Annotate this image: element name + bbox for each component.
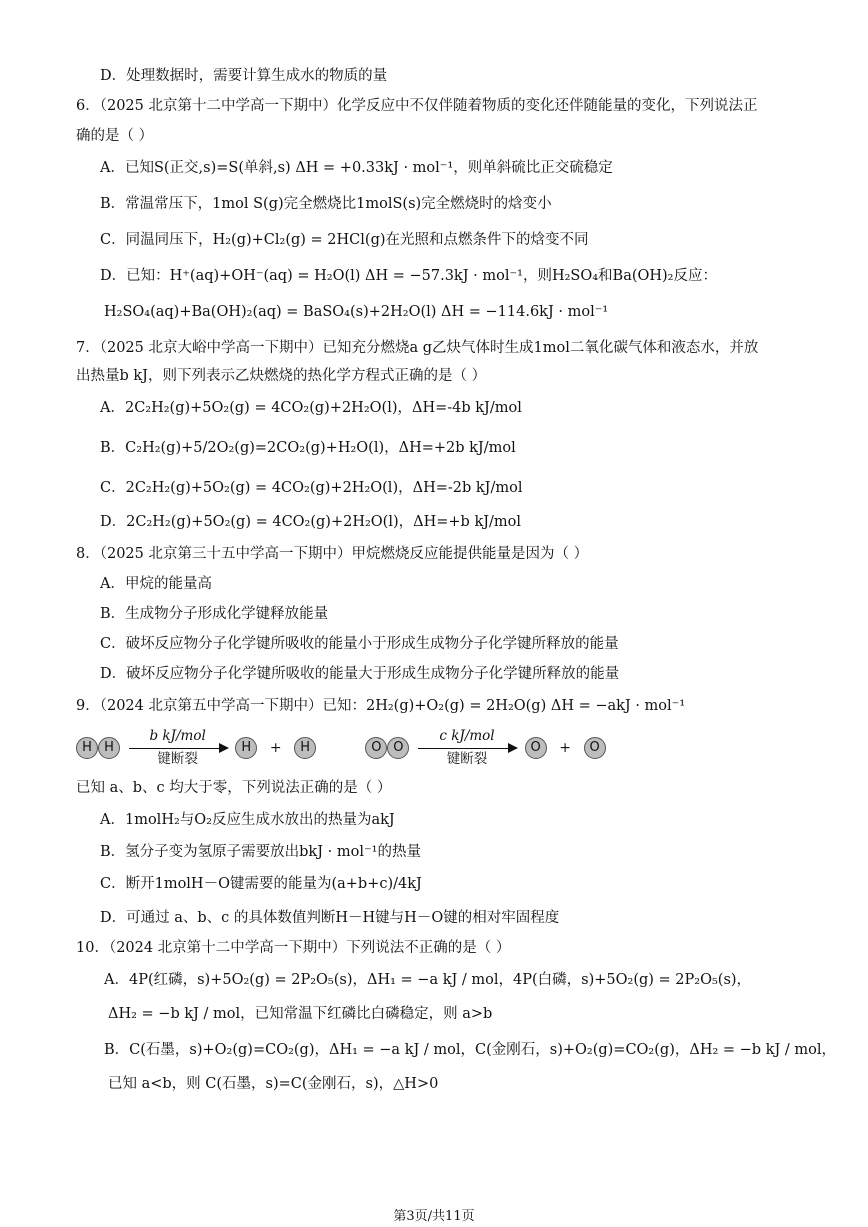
h-bond-break-arrow bbox=[127, 728, 229, 768]
q7-option-a: A．2C₂H₂(g)+5O₂(g) = 4CO₂(g)+2H₂O(l)，ΔH=-4b kJ/mol bbox=[100, 400, 522, 416]
q10-stem: 10．（2024 北京第十二中学高一下期中）下列说法不正确的是（ ） bbox=[76, 940, 511, 956]
q8-option-d: D．破坏反应物分子化学键所吸收的能量大于形成生成物分子化学键所释放的能量 bbox=[100, 666, 620, 682]
q8-option-b: B．生成物分子形成化学键释放能量 bbox=[100, 606, 329, 622]
bond-break-label: 键断裂 bbox=[157, 751, 198, 767]
q10-option-b-cont: 已知 a<b，则 C(石墨，s)=C(金刚石，s)，△H>0 bbox=[108, 1076, 439, 1092]
q9-stem: 9．（2024 北京第五中学高一下期中）已知：2H₂(g)+O₂(g) = 2H₂O(g) ΔH = −akJ · mol⁻¹ bbox=[76, 698, 686, 714]
q7-stem-cont: 出热量b kJ，则下列表示乙炔燃烧的热化学方程式正确的是（ ） bbox=[76, 368, 487, 384]
q8-option-c: C．破坏反应物分子化学键所吸收的能量小于形成生成物分子化学键所释放的能量 bbox=[100, 636, 619, 652]
q9-option-b: B．氢分子变为氢原子需要放出bkJ · mol⁻¹的热量 bbox=[100, 844, 421, 860]
q9-stem-cont: 已知 a、b、c 均大于零，下列说法正确的是（ ） bbox=[76, 780, 392, 796]
plus-sign: + bbox=[269, 740, 282, 756]
q8-stem: 8．（2025 北京第三十五中学高一下期中）甲烷燃烧反应能提供能量是因为（ ） bbox=[76, 546, 589, 562]
q5-option-d: D．处理数据时，需要计算生成水的物质的量 bbox=[100, 68, 388, 84]
bond-breaking-diagram bbox=[76, 728, 606, 770]
q6-option-a: A．已知S(正交,s)=S(单斜,s) ΔH = +0.33kJ · mol⁻¹，则单斜硫比正交硫稳定 bbox=[100, 160, 613, 176]
h-atom: H bbox=[235, 737, 257, 759]
q7-stem: 7．（2025 北京大峪中学高一下期中）已知充分燃烧a g乙炔气体时生成1mol二氧化碳气体和液态水，并放 bbox=[76, 340, 759, 356]
o-bond-energy: c kJ/mol bbox=[439, 728, 495, 744]
h-bond-energy: b kJ/mol bbox=[149, 728, 206, 744]
q9-option-c: C．断开1molH－O键需要的能量为(a+b+c)/4kJ bbox=[100, 876, 422, 892]
h-atom: H bbox=[76, 737, 98, 759]
q7-option-c: C．2C₂H₂(g)+5O₂(g) = 4CO₂(g)+2H₂O(l)，ΔH=-2b kJ/mol bbox=[100, 480, 523, 496]
q7-option-b: B．C₂H₂(g)+5/2O₂(g)=2CO₂(g)+H₂O(l)，ΔH=+2b kJ/mol bbox=[100, 440, 516, 456]
o-atom: O bbox=[387, 737, 409, 759]
q10-option-a: A．4P(红磷，s)+5O₂(g) = 2P₂O₅(s)，ΔH₁ = −a kJ / mol，4P(白磷，s)+5O₂(g) = 2P₂O₅(s)， bbox=[104, 972, 752, 988]
q7-option-d: D．2C₂H₂(g)+5O₂(g) = 4CO₂(g)+2H₂O(l)，ΔH=+b kJ/mol bbox=[100, 514, 522, 530]
q8-option-a: A．甲烷的能量高 bbox=[100, 576, 212, 592]
h-atom: H bbox=[98, 737, 120, 759]
o-atom: O bbox=[584, 737, 606, 759]
page-number: 第3页/共11页 bbox=[393, 1209, 475, 1224]
h-atom: H bbox=[294, 737, 316, 759]
q6-option-c: C．同温同压下，H₂(g)+Cl₂(g) = 2HCl(g)在光照和点燃条件下的焓变不同 bbox=[100, 232, 589, 248]
plus-sign: + bbox=[559, 740, 571, 756]
q6-option-d-equation: H₂SO₄(aq)+Ba(OH)₂(aq) = BaSO₄(s)+2H₂O(l) ΔH = −114.6kJ · mol⁻¹ bbox=[104, 304, 609, 320]
q6-stem: 6．（2025 北京第十二中学高一下期中）化学反应中不仅伴随着物质的变化还伴随能量的变化，下列说法正 bbox=[76, 98, 758, 114]
q9-option-d: D．可通过 a、b、c 的具体数值判断H－H键与H－O键的相对牢固程度 bbox=[100, 910, 560, 926]
q9-option-a: A．1molH₂与O₂反应生成水放出的热量为akJ bbox=[100, 812, 395, 828]
q10-option-b: B．C(石墨，s)+O₂(g)=CO₂(g)，ΔH₁ = −a kJ / mol，C(金刚石，s)+O₂(g)=CO₂(g)，ΔH₂ = −b kJ / mol， bbox=[104, 1042, 837, 1058]
q6-option-d: D．已知：H⁺(aq)+OH⁻(aq) = H₂O(l) ΔH = −57.3kJ · mol⁻¹，则H₂SO₄和Ba(OH)₂反应： bbox=[100, 268, 717, 284]
o-bond-break-arrow bbox=[416, 728, 518, 768]
q6-stem-cont: 确的是（ ） bbox=[76, 128, 154, 144]
o-atom: O bbox=[525, 737, 547, 759]
o-atom: O bbox=[365, 737, 387, 759]
q10-option-a-cont: ΔH₂ = −b kJ / mol，已知常温下红磷比白磷稳定，则 a>b bbox=[108, 1006, 493, 1022]
q6-option-b: B．常温常压下，1mol S(g)完全燃烧比1molS(s)完全燃烧时的焓变小 bbox=[100, 196, 552, 212]
bond-break-label: 键断裂 bbox=[446, 751, 488, 767]
